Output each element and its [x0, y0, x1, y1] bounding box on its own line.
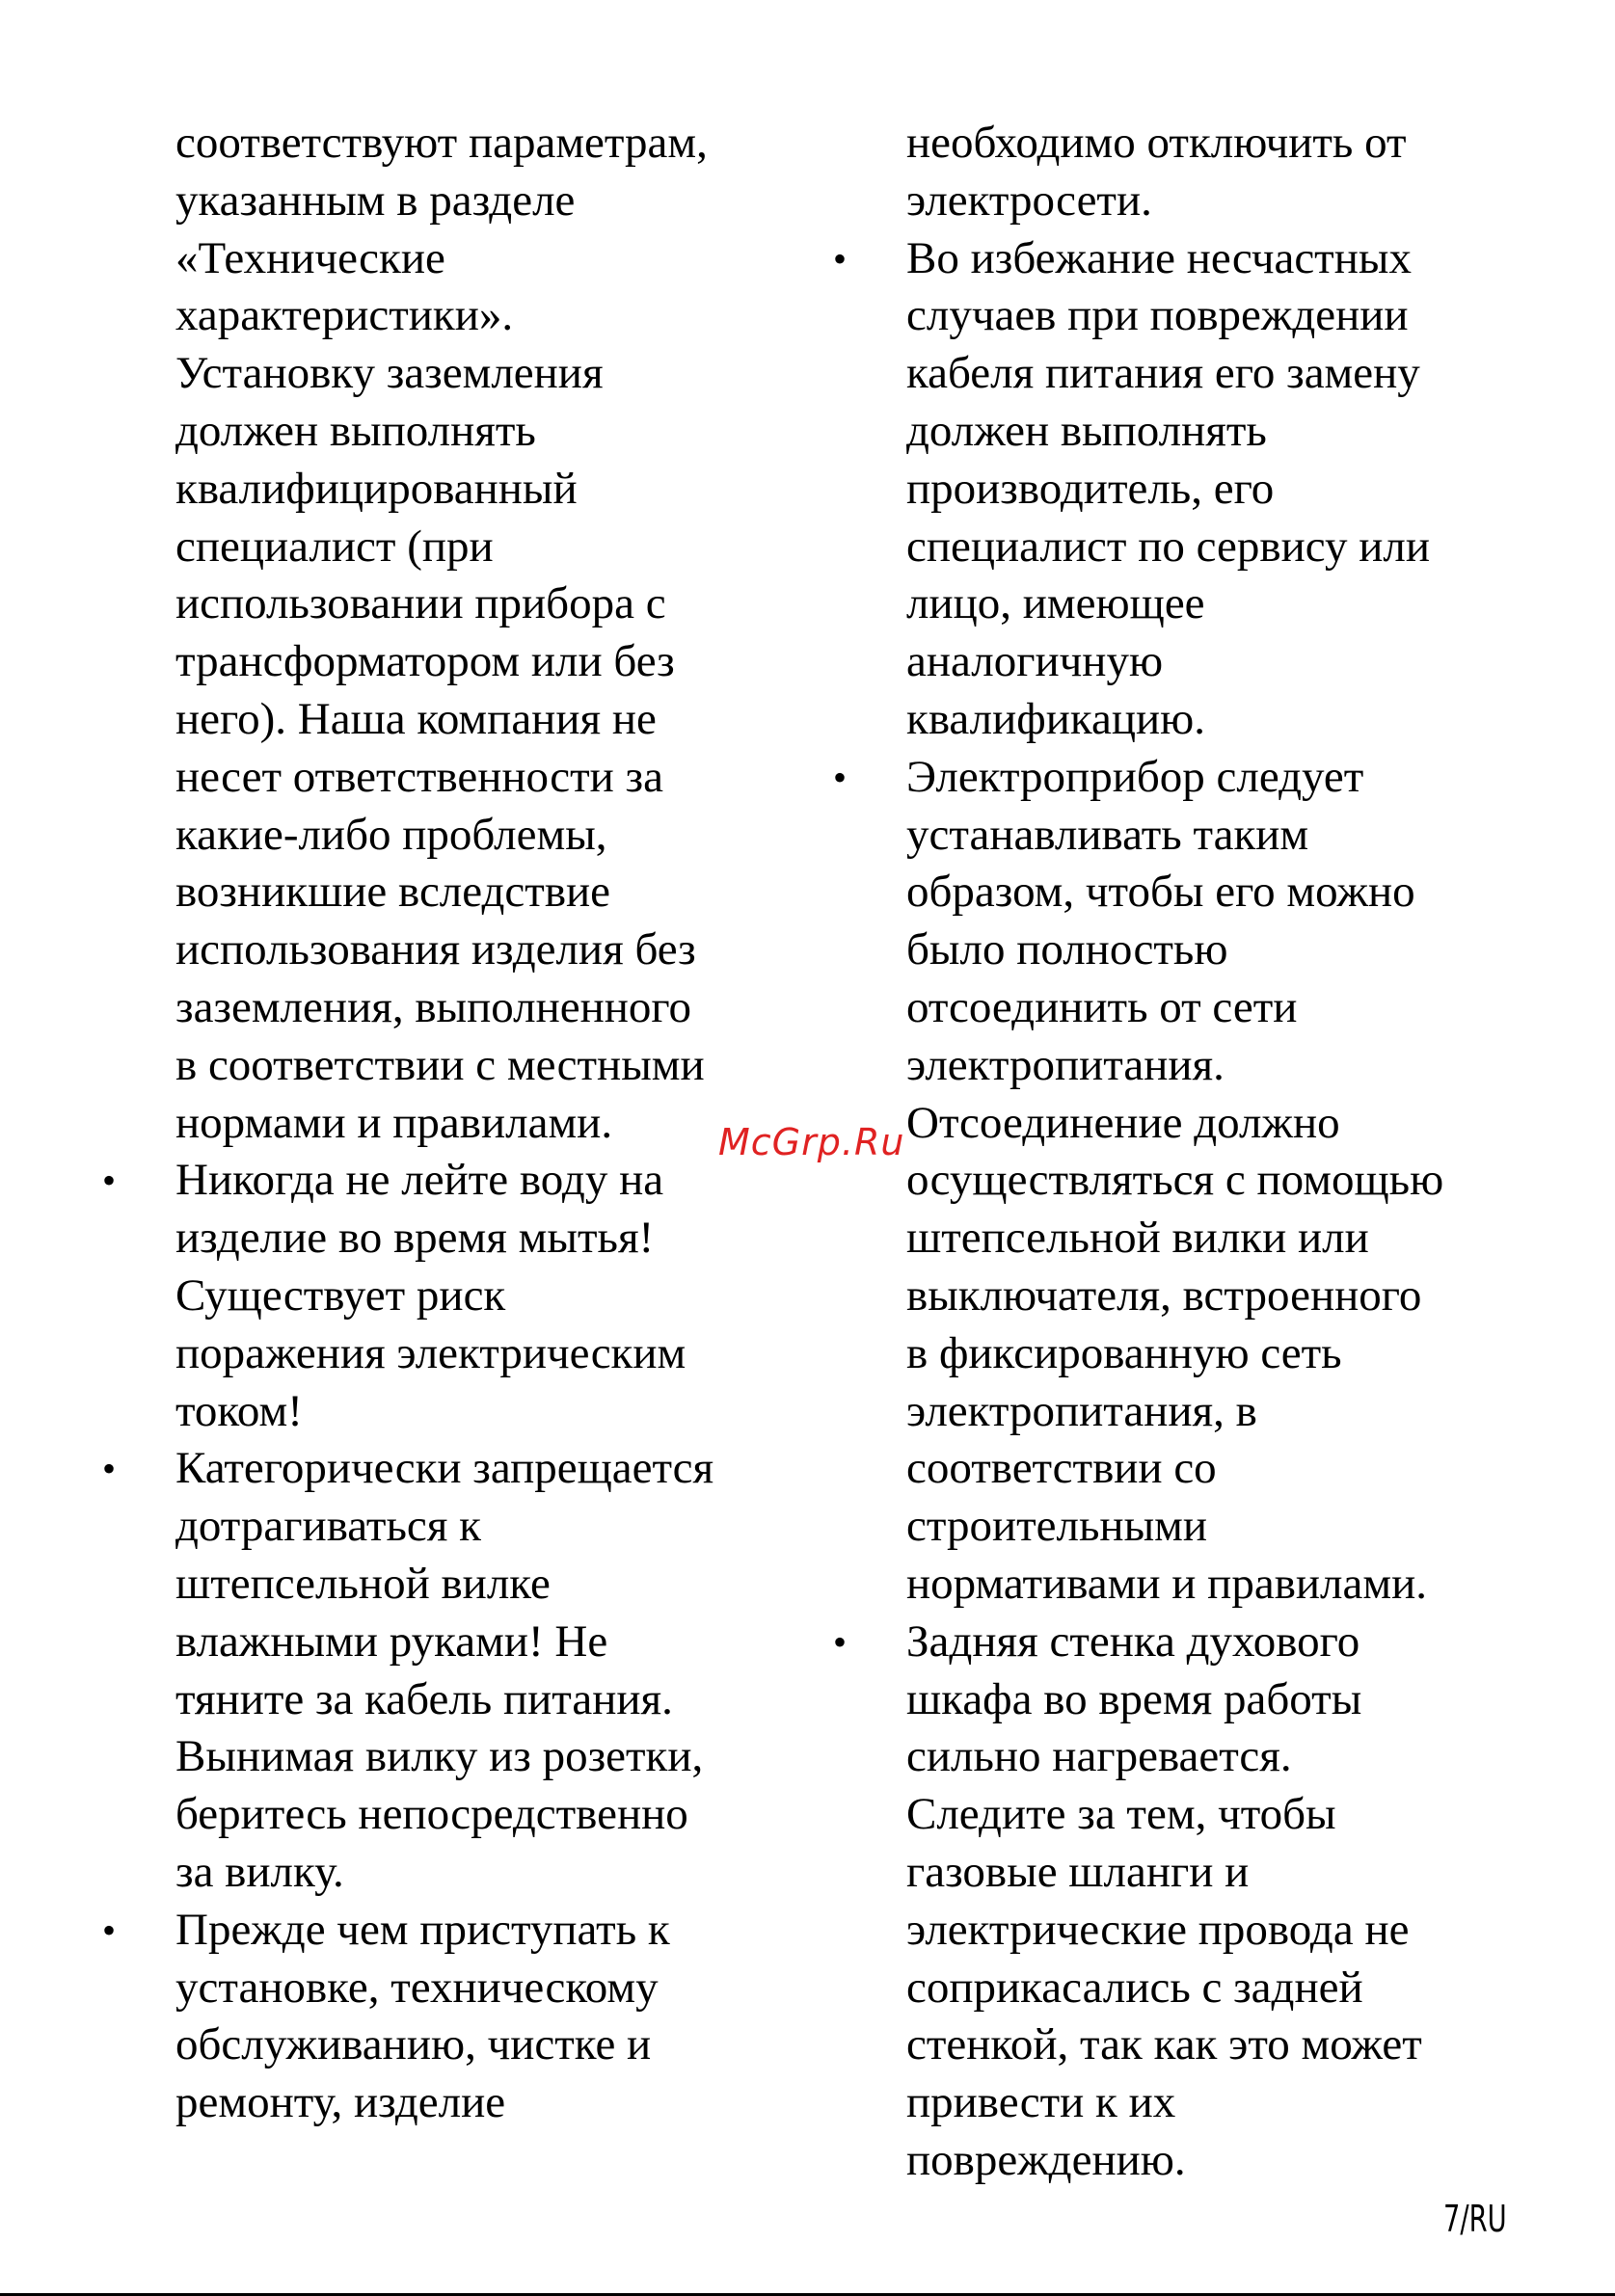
bullet-icon: •	[833, 1619, 848, 1664]
line-text: стенкой, так как это может	[906, 2019, 1422, 2070]
line-text: было полностью	[906, 924, 1228, 975]
text-line	[175, 1037, 713, 1095]
paragraph	[906, 115, 1443, 230]
text-line	[102, 1152, 713, 1210]
text-line	[906, 575, 1443, 633]
line-text: привести к их	[906, 2077, 1176, 2128]
line-text: возникшие вследствие	[175, 867, 611, 918]
line-text: квалификацию.	[906, 693, 1206, 744]
text-line	[906, 1786, 1443, 1844]
line-text: какие-либо проблемы,	[175, 809, 607, 860]
text-line	[906, 1037, 1443, 1095]
line-text: Во избежание несчастных	[906, 232, 1412, 283]
line-text: выключателя, встроенного	[906, 1269, 1422, 1321]
line-text: влажными руками! Не	[175, 1615, 608, 1667]
text-line	[175, 230, 713, 288]
text-line	[175, 691, 713, 749]
text-line	[175, 2016, 713, 2074]
line-text: осуществляться с помощью	[906, 1155, 1444, 1206]
text-line	[175, 1498, 713, 1556]
line-text: аналогичную	[906, 636, 1164, 687]
bullet-item	[833, 749, 1444, 1614]
text-line	[906, 1960, 1443, 2017]
line-text: Электроприбор следует	[906, 751, 1364, 802]
line-text: сильно нагревается.	[906, 1731, 1292, 1782]
text-line	[906, 287, 1443, 345]
text-line	[175, 461, 713, 519]
line-text: Прежде чем приступать к	[175, 1904, 670, 1955]
text-line	[175, 1728, 713, 1786]
bullet-icon: •	[833, 236, 848, 280]
left-column	[102, 115, 714, 2132]
line-text: электрические провода не	[906, 1904, 1410, 1955]
line-text: «Технические	[175, 232, 445, 283]
line-text: кабеля питания его замену	[906, 348, 1420, 399]
line-text: использовании прибора с	[175, 578, 666, 629]
line-text: Следите за тем, чтобы	[906, 1789, 1336, 1840]
text-line	[175, 749, 713, 807]
line-text: нормативами и правилами.	[906, 1558, 1427, 1609]
line-text: изделие во время мытья!	[175, 1213, 655, 1264]
text-line	[175, 1960, 713, 2017]
line-text: Установку заземления	[175, 348, 604, 399]
line-text: соответствуют параметрам,	[175, 118, 708, 168]
line-text: специалист (при	[175, 521, 494, 572]
line-text: него). Наша компания не	[175, 693, 657, 744]
text-line	[175, 1210, 713, 1268]
line-text: ремонту, изделие	[175, 2077, 506, 2128]
text-line	[906, 633, 1443, 691]
text-line	[906, 1095, 1443, 1153]
text-line	[175, 575, 713, 633]
bullet-item	[102, 1152, 713, 1440]
line-text: штепсельной вилки или	[906, 1213, 1369, 1264]
text-line	[175, 864, 713, 921]
text-line	[906, 461, 1443, 519]
line-text: указанным в разделе	[175, 174, 576, 226]
line-text: электропитания, в	[906, 1385, 1257, 1436]
text-line	[175, 1383, 713, 1441]
text-line	[175, 1268, 713, 1325]
text-line	[175, 345, 713, 403]
line-text: трансформатором или без	[175, 636, 675, 687]
page-number: 7/RU	[1443, 2198, 1507, 2240]
line-text: квалифицированный	[175, 463, 578, 514]
line-text: Никогда не лейте воду на	[175, 1155, 664, 1206]
text-line	[175, 807, 713, 865]
text-line	[175, 979, 713, 1037]
line-text: нормами и правилами.	[175, 1097, 613, 1148]
line-text: штепсельной вилке	[175, 1558, 551, 1609]
text-line	[906, 1383, 1443, 1441]
line-text: током!	[175, 1385, 303, 1436]
text-line	[906, 1325, 1443, 1383]
text-line	[906, 1844, 1443, 1902]
text-line	[175, 633, 713, 691]
text-line	[175, 921, 713, 979]
text-line	[906, 2074, 1443, 2132]
text-line	[175, 173, 713, 230]
line-text: в фиксированную сеть	[906, 1327, 1342, 1378]
text-line	[906, 1902, 1443, 1960]
line-text: использования изделия без	[175, 924, 696, 975]
text-line	[102, 1902, 713, 1960]
text-line	[906, 115, 1443, 173]
text-line	[175, 1325, 713, 1383]
line-text: образом, чтобы его можно	[906, 867, 1415, 918]
right-column	[833, 115, 1444, 2190]
line-text: устанавливать таким	[906, 809, 1309, 860]
text-line	[175, 519, 713, 576]
text-line	[906, 1498, 1443, 1556]
text-line	[906, 1210, 1443, 1268]
text-line	[906, 173, 1443, 230]
line-text: установке, техническому	[175, 1962, 659, 2013]
bullet-icon: •	[102, 1159, 117, 1203]
text-line	[175, 1671, 713, 1729]
text-line	[906, 2132, 1443, 2190]
line-text: Задняя стенка духового	[906, 1615, 1360, 1667]
bullet-item	[833, 230, 1443, 749]
watermark: McGrp.Ru	[718, 1121, 905, 1163]
line-text: беритесь непосредственно	[175, 1789, 688, 1840]
text-line	[906, 1152, 1443, 1210]
line-text: необходимо отключить от	[906, 118, 1407, 168]
text-line	[906, 519, 1443, 576]
line-text: Вынимая вилку из розетки,	[175, 1731, 704, 1782]
line-text: тяните за кабель питания.	[175, 1673, 673, 1724]
line-text: отсоединить от сети	[906, 981, 1298, 1032]
line-text: характеристики».	[175, 290, 514, 341]
text-line	[833, 1614, 1443, 1671]
text-line	[906, 2016, 1443, 2074]
line-text: за вилку.	[175, 1846, 344, 1897]
line-text: специалист по сервису или	[906, 521, 1431, 572]
line-text: несет ответственности за	[175, 751, 663, 802]
text-line	[175, 1095, 713, 1153]
text-line	[906, 1728, 1443, 1786]
line-text: лицо, имеющее	[906, 578, 1205, 629]
text-line	[906, 979, 1443, 1037]
text-line	[906, 1671, 1443, 1729]
text-line	[175, 287, 713, 345]
line-text: должен выполнять	[175, 405, 536, 456]
text-line	[906, 921, 1443, 979]
bullet-item	[102, 1902, 713, 2132]
text-line	[906, 807, 1443, 865]
text-line	[175, 403, 713, 461]
line-text: соответствии со	[906, 1443, 1217, 1494]
text-line	[175, 1614, 713, 1671]
line-text: в соответствии с местными	[175, 1039, 705, 1090]
bullet-icon: •	[833, 755, 848, 799]
line-text: производитель, его	[906, 463, 1275, 514]
line-text: электросети.	[906, 174, 1152, 226]
line-text: повреждению.	[906, 2134, 1186, 2185]
line-text: дотрагиваться к	[175, 1501, 481, 1552]
line-text: электропитания.	[906, 1039, 1225, 1090]
line-text: газовые шланги и	[906, 1846, 1250, 1897]
line-text: заземления, выполненного	[175, 981, 692, 1032]
text-line	[833, 749, 1443, 807]
bullet-icon: •	[102, 1908, 117, 1952]
text-line	[833, 230, 1443, 288]
text-line	[175, 2074, 713, 2132]
line-text: Отсоединение должно	[906, 1097, 1340, 1148]
text-line	[906, 345, 1443, 403]
text-line	[906, 691, 1443, 749]
line-text: должен выполнять	[906, 405, 1267, 456]
text-line	[175, 115, 713, 173]
text-line	[102, 1440, 714, 1498]
bullet-icon: •	[102, 1447, 117, 1491]
text-line	[175, 1844, 713, 1902]
text-line	[906, 403, 1443, 461]
text-line	[175, 1786, 713, 1844]
line-text: соприкасались с задней	[906, 1962, 1363, 2013]
line-text: случаев при повреждении	[906, 290, 1409, 341]
text-line	[906, 864, 1443, 921]
text-line	[906, 1440, 1443, 1498]
paragraph	[175, 115, 713, 1152]
bullet-item	[833, 1614, 1443, 2190]
bullet-item	[102, 1440, 714, 1901]
text-line	[906, 1268, 1443, 1325]
text-line	[175, 1556, 713, 1614]
text-line	[906, 1556, 1443, 1614]
line-text: шкафа во время работы	[906, 1673, 1362, 1724]
line-text: обслуживанию, чистке и	[175, 2019, 652, 2070]
line-text: строительными	[906, 1501, 1208, 1552]
line-text: Категорически запрещается	[175, 1443, 714, 1494]
line-text: Существует риск	[175, 1269, 506, 1321]
line-text: поражения электрическим	[175, 1327, 686, 1378]
